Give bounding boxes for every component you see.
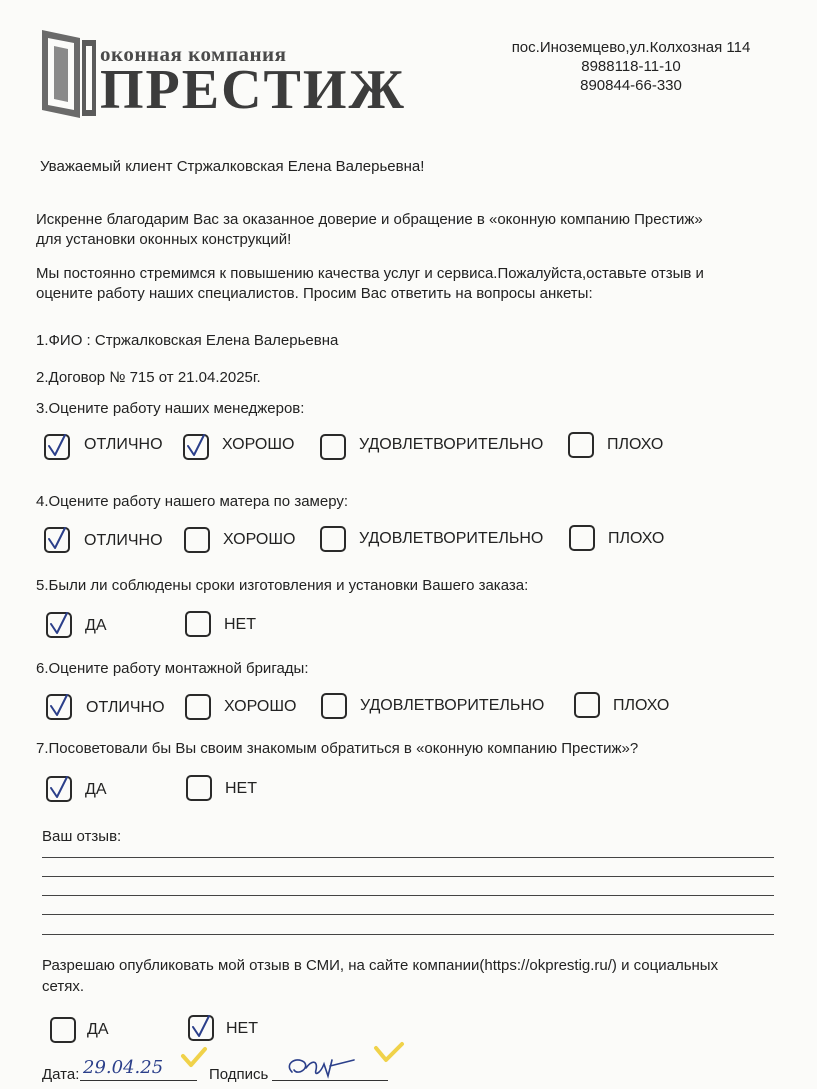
q3-label: 3.Оцените работу наших менеджеров: (36, 400, 305, 417)
greeting: Уважаемый клиент Стржалковская Елена Валерьевна! (40, 158, 425, 175)
q6-option-poor-label: ПЛОХО (613, 697, 670, 714)
date-label: Дата: (42, 1066, 80, 1083)
q5-option-no-label: НЕТ (224, 616, 256, 633)
q4-option-excellent-checkbox[interactable] (44, 527, 70, 553)
signature-scribble[interactable] (282, 1050, 362, 1089)
q5-label: 5.Были ли соблюдены сроки изготовления и установки Вашего заказа: (36, 577, 529, 594)
window-logo-icon (40, 26, 100, 120)
consent-line-1: Разрешаю опубликовать мой отзыв в СМИ, на сайте компании(https://okprestig.ru/) и социальных (42, 957, 719, 974)
signature-label: Подпись (209, 1066, 269, 1083)
q3-option-satisfactory-label: УДОВЛЕТВОРИТЕЛЬНО (359, 436, 544, 453)
check-mark-icon (46, 691, 74, 721)
request-line-1: Мы постоянно стремимся к повышению качества услуг и сервиса.Пожалуйста,оставьте отзыв и (36, 265, 704, 282)
q1-full-name: 1.ФИО : Стржалковская Елена Валерьевна (36, 332, 339, 349)
q2-contract: 2.Договор № 715 от 21.04.2025г. (36, 369, 261, 386)
consent-yes-label: ДА (87, 1021, 109, 1038)
q6-option-excellent-label: ОТЛИЧНО (86, 699, 165, 716)
q7-option-no-checkbox[interactable] (186, 775, 212, 801)
phone-1: 8988118-11-10 (581, 58, 681, 75)
contact-block (491, 38, 771, 95)
review-line (42, 914, 774, 915)
brand-tagline: оконная компания (100, 42, 287, 66)
q3-option-excellent-checkbox[interactable] (44, 434, 70, 460)
q4-option-satisfactory-label: УДОВЛЕТВОРИТЕЛЬНО (359, 530, 544, 547)
q7-option-no-label: НЕТ (225, 780, 257, 797)
q4-label: 4.Оцените работу нашего матера по замеру: (36, 493, 349, 510)
date-value[interactable]: 29.04.25 (83, 1057, 164, 1078)
check-mark-icon (46, 773, 74, 803)
thanks-line-2: для установки оконных конструкций! (36, 231, 292, 248)
thanks-line-1: Искренне благодарим Вас за оказанное доверие и обращение в «оконную компанию Престиж» (36, 211, 703, 228)
consent-no-checkbox[interactable] (188, 1015, 214, 1041)
brand-name: ПРЕСТИЖ (100, 59, 406, 121)
review-label: Ваш отзыв: (42, 828, 122, 845)
review-line (42, 876, 774, 877)
q6-label: 6.Оцените работу монтажной бригады: (36, 660, 309, 677)
check-mark-icon (46, 609, 74, 639)
q6-option-excellent-checkbox[interactable] (46, 694, 72, 720)
q4-option-poor-checkbox[interactable] (569, 525, 595, 551)
q4-option-excellent-label: ОТЛИЧНО (84, 532, 163, 549)
q4-option-good-label: ХОРОШО (223, 531, 296, 548)
q4-option-poor-label: ПЛОХО (608, 530, 665, 547)
review-line (42, 857, 774, 858)
review-line (42, 934, 774, 935)
consent-yes-checkbox[interactable] (50, 1017, 76, 1043)
q6-option-good-checkbox[interactable] (185, 694, 211, 720)
highlighter-check-icon (372, 1040, 406, 1071)
q5-option-yes-label: ДА (85, 617, 107, 634)
q3-option-good-checkbox[interactable] (183, 434, 209, 460)
q5-option-no-checkbox[interactable] (185, 611, 211, 637)
consent-line-2: сетях. (42, 978, 85, 995)
q3-option-good-label: ХОРОШО (222, 436, 295, 453)
q7-option-yes-label: ДА (85, 781, 107, 798)
q3-option-satisfactory-checkbox[interactable] (320, 434, 346, 460)
phone-2: 890844-66-330 (580, 77, 682, 94)
q5-option-yes-checkbox[interactable] (46, 612, 72, 638)
highlighter-check-icon (180, 1046, 208, 1075)
q7-label: 7.Посоветовали бы Вы своим знакомым обратиться в «оконную компанию Престиж»? (36, 740, 639, 757)
q3-option-excellent-label: ОТЛИЧНО (84, 436, 163, 453)
address: пос.Иноземцево,ул.Колхозная 114 (511, 39, 751, 56)
q6-option-satisfactory-label: УДОВЛЕТВОРИТЕЛЬНО (360, 697, 545, 714)
q7-option-yes-checkbox[interactable] (46, 776, 72, 802)
date-line (80, 1080, 197, 1081)
q6-option-good-label: ХОРОШО (224, 698, 297, 715)
check-mark-icon (183, 431, 211, 461)
check-mark-icon (44, 431, 72, 461)
review-line (42, 895, 774, 896)
q6-option-satisfactory-checkbox[interactable] (321, 693, 347, 719)
check-mark-icon (44, 524, 72, 554)
request-line-2: оцените работу наших специалистов. Просим Вас ответить на вопросы анкеты: (36, 285, 593, 302)
q3-option-poor-checkbox[interactable] (568, 432, 594, 458)
consent-no-label: НЕТ (226, 1020, 258, 1037)
q4-option-good-checkbox[interactable] (184, 527, 210, 553)
q4-option-satisfactory-checkbox[interactable] (320, 526, 346, 552)
check-mark-icon (188, 1012, 216, 1042)
company-logo (40, 26, 100, 120)
q6-option-poor-checkbox[interactable] (574, 692, 600, 718)
q3-option-poor-label: ПЛОХО (607, 436, 664, 453)
